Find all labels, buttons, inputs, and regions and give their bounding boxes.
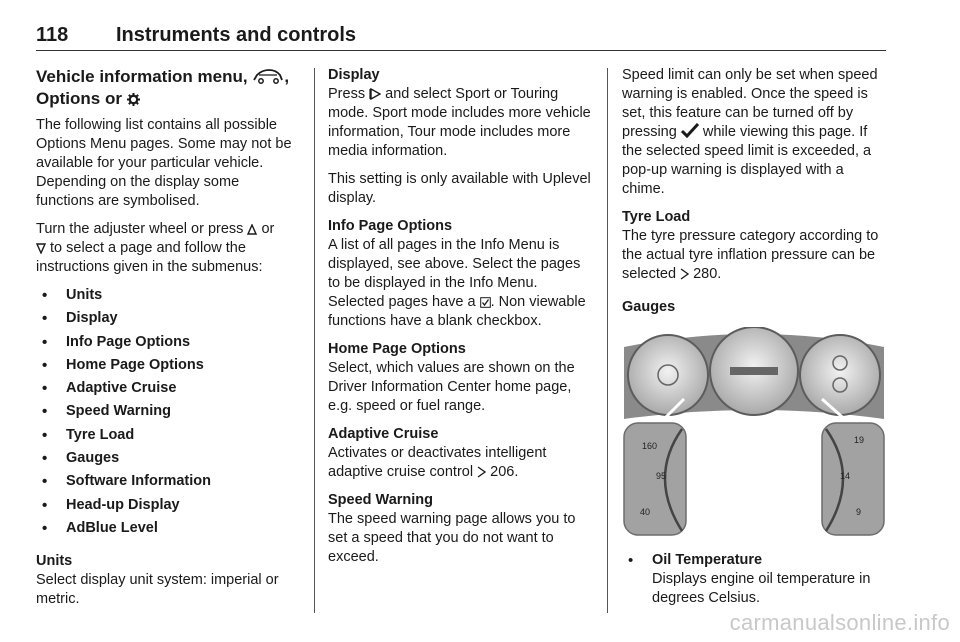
column-divider-1 [314, 68, 315, 613]
gauges-list [622, 551, 890, 608]
list-item: • Adaptive Cruise [36, 379, 300, 402]
page-header [36, 24, 886, 52]
oil-temperature-heading: • Oil Temperature [652, 552, 763, 568]
list-item: • Units [36, 286, 300, 309]
column-divider-2 [607, 68, 608, 613]
checkmark-icon [681, 123, 699, 138]
watermark: carmanualsonline.info [729, 610, 950, 635]
intro-text: The following list contains all possible Options Menu pages. Some may not be available for your particular vehicle. Depending on the display some functions are symbolised. [36, 117, 292, 209]
display-note: This setting is only available with Uplevel display. [328, 171, 591, 206]
instruction-text: Turn the adjuster wheel or press or to select a page and follow the instructions given in the submenus: [36, 221, 275, 275]
display-text: Press and select Sport or Touring mode. Sport mode includes more vehicle information, Tour mode includes more media information. [328, 86, 591, 159]
instrument-cluster-illustration [622, 327, 886, 537]
list-item: • AdBlue Level [36, 519, 300, 542]
home-page-heading: Home Page Options [328, 341, 466, 357]
page-reference-icon [477, 466, 486, 478]
list-item: • Info Page Options [36, 333, 300, 356]
list-item: • Gauges [36, 449, 300, 472]
gauge-label: 9 [856, 507, 862, 517]
speed-warning-continued: Speed limit can only be set when speed warning is enabled. Once the speed is set, this feature can be turned off by pressing while viewing this page. If the selected speed limit is exceeded, a pop-up warning is displayed with a chime. [622, 67, 878, 197]
section-heading: Vehicle information menu, , Options or [36, 67, 290, 108]
column-2 [328, 66, 592, 576]
play-arrow-icon [369, 88, 381, 100]
info-page-text: A list of all pages in the Info Menu is displayed, see above. Select the pages to be displayed in the Info Menu. Selected pages have a . Non viewable functions have a blank checkbox. [328, 237, 586, 329]
options-list [36, 286, 300, 542]
list-item: • Tyre Load [36, 426, 300, 449]
page-reference-icon [680, 268, 689, 280]
oil-temperature-text: Displays engine oil temperature in degrees Celsius. [652, 571, 871, 606]
running-title: Instruments and controls [116, 24, 357, 46]
display-heading: Display [328, 67, 380, 83]
list-item: • Software Information [36, 472, 300, 495]
adaptive-cruise-heading: Adaptive Cruise [328, 426, 439, 442]
units-heading: Units [36, 553, 73, 570]
column-1 [36, 66, 300, 618]
gauge-label: 95 [656, 471, 667, 481]
header-rule [36, 50, 886, 51]
speed-warning-heading: Speed Warning [328, 492, 433, 508]
triangle-up-icon [247, 224, 257, 235]
triangle-down-icon [36, 243, 46, 254]
gauge-label: 40 [640, 507, 651, 517]
list-item: • Speed Warning [36, 402, 300, 425]
list-item: • Home Page Options [36, 356, 300, 379]
info-page-heading: Info Page Options [328, 218, 453, 234]
tyre-load-text: The tyre pressure category according to the actual tyre inflation pressure can be selected 280. [622, 228, 879, 282]
list-item: • Display [36, 309, 300, 332]
tyre-load-heading: Tyre Load [622, 209, 691, 225]
gauge-label: 14 [840, 471, 851, 481]
gauge-label: 19 [854, 435, 865, 445]
home-page-text: Select, which values are shown on the Driver Information Center home page, e.g. speed or fuel range. [328, 360, 575, 414]
gauge-label: 160 [642, 441, 658, 451]
list-item: • Head-up Display [36, 496, 300, 519]
page-number: 118 [36, 24, 69, 46]
gear-icon [127, 93, 140, 106]
column-3 [622, 66, 890, 608]
units-text: Select display unit system: imperial or metric. [36, 572, 279, 608]
car-icon [252, 68, 284, 84]
speed-warning-text: The speed warning page allows you to set a speed that you do not want to exceed. [328, 511, 576, 565]
checkbox-checked-icon [480, 297, 491, 308]
adaptive-cruise-text: Activates or deactivates intelligent adaptive cruise control 206. [328, 445, 547, 480]
gauges-heading: Gauges [622, 299, 676, 315]
list-item [622, 551, 890, 608]
